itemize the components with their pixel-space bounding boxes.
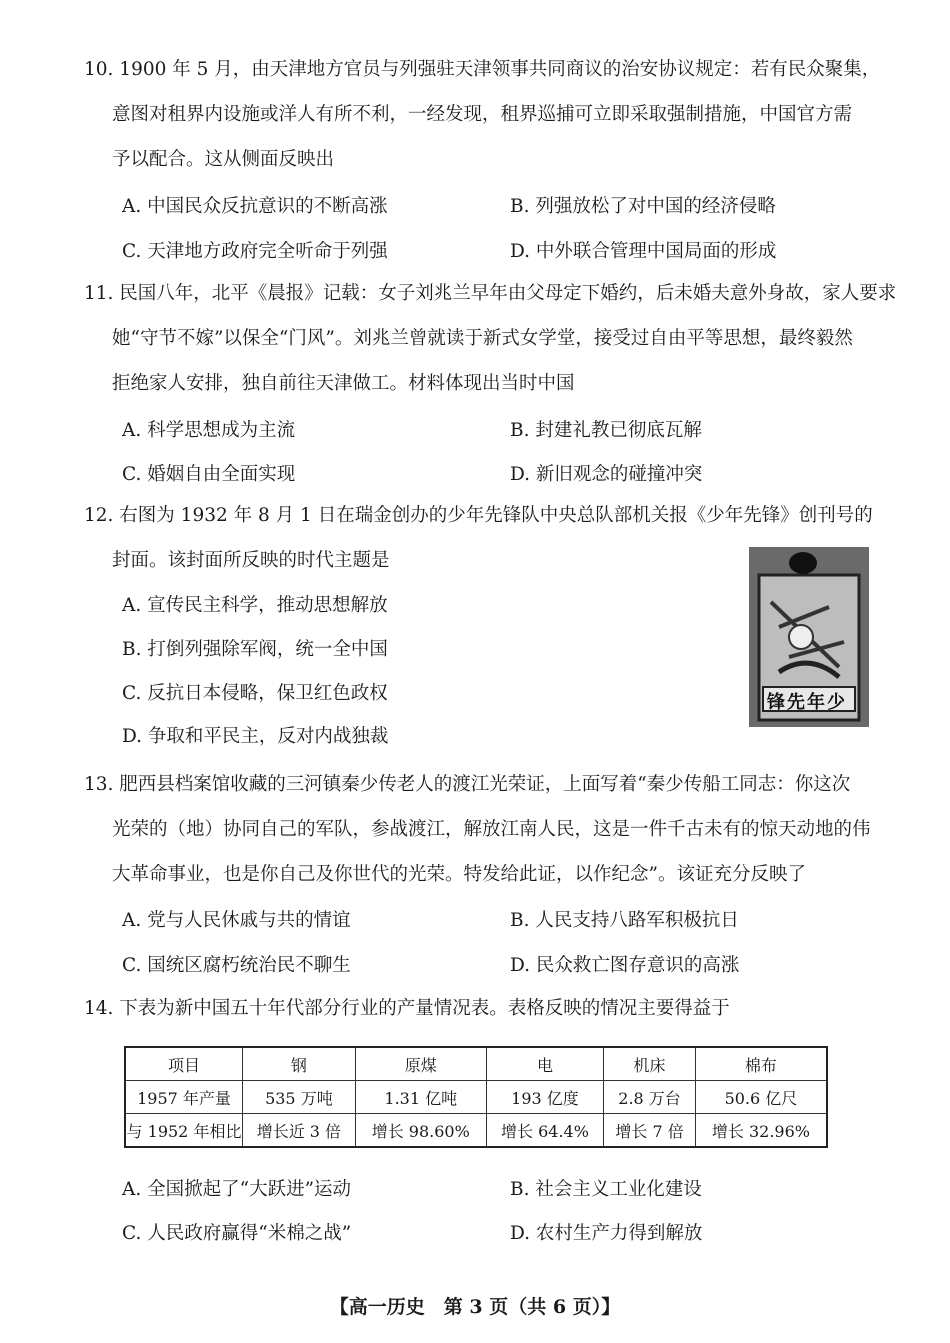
newspaper-cover-title: 锋先年少: [767, 692, 847, 713]
question-10-option-b[interactable]: B. 列强放松了对中国的经济侵略: [510, 196, 776, 217]
question-10-option-a[interactable]: A. 中国民众反抗意识的不断高涨: [122, 196, 388, 217]
table-cell: 项目: [125, 1047, 243, 1081]
question-14-option-c[interactable]: C. 人民政府赢得“米棉之战”: [122, 1223, 352, 1244]
question-13-option-d[interactable]: D. 民众救亡图存意识的高涨: [510, 955, 740, 976]
table-cell: 增长近 3 倍: [243, 1114, 356, 1148]
question-13-line-1: 13. 肥西县档案馆收藏的三河镇秦少传老人的渡江光荣证，上面写着“秦少传船工同志：你这次: [84, 774, 851, 795]
table-cell: 1.31 亿吨: [355, 1081, 486, 1114]
table-cell: 50.6 亿尺: [695, 1081, 827, 1114]
table-row: [125, 1114, 827, 1148]
question-12-line-1: 12. 右图为 1932 年 8 月 1 日在瑞金创办的少年先锋队中央总队部机关报《少年先锋》创刊号的: [84, 505, 873, 526]
question-11-option-a[interactable]: A. 科学思想成为主流: [122, 420, 296, 441]
question-13-line-2: 光荣的（地）协同自己的军队，参战渡江，解放江南人民，这是一件千古未有的惊天动地的伟: [112, 819, 871, 840]
table-cell: 增长 32.96%: [695, 1114, 827, 1148]
table-cell: 机床: [604, 1047, 696, 1081]
question-12-option-d[interactable]: D. 争取和平民主，反对内战独裁: [122, 726, 389, 747]
question-12-option-a[interactable]: A. 宣传民主科学，推动思想解放: [122, 595, 388, 616]
question-10-line-1: 10. 1900 年 5 月，由天津地方官员与列强驻天津领事共同商议的治安协议规定：若有民众聚集，: [84, 59, 881, 80]
question-13-line-3: 大革命事业，也是你自己及你世代的光荣。特发给此证，以作纪念”。该证充分反映了: [112, 864, 806, 885]
newspaper-cover-image: [749, 547, 869, 727]
table-cell: 增长 7 倍: [604, 1114, 696, 1148]
question-14: [84, 986, 874, 1031]
table-cell: 2.8 万台: [604, 1081, 696, 1114]
question-13-option-a[interactable]: A. 党与人民休戚与共的情谊: [122, 910, 351, 931]
question-13: [84, 762, 874, 897]
table-cell: 棉布: [695, 1047, 827, 1081]
table-cell: 1957 年产量: [125, 1081, 243, 1114]
question-12-option-b[interactable]: B. 打倒列强除军阀，统一全中国: [122, 639, 388, 660]
table-cell: 与 1952 年相比: [125, 1114, 243, 1148]
question-11-option-d[interactable]: D. 新旧观念的碰撞冲突: [510, 464, 703, 485]
question-10-option-d[interactable]: D. 中外联合管理中国局面的形成: [510, 241, 777, 262]
page-footer: 【高一历史 第 3 页（共 6 页）】: [329, 1296, 621, 1318]
question-10: [84, 47, 881, 182]
table-header-row: [125, 1047, 827, 1081]
question-13-option-c[interactable]: C. 国统区腐朽统治民不聊生: [122, 955, 351, 976]
question-13-option-b[interactable]: B. 人民支持八路军积极抗日: [510, 910, 739, 931]
question-12-option-c[interactable]: C. 反抗日本侵略，保卫红色政权: [122, 683, 388, 704]
table-cell: 535 万吨: [243, 1081, 356, 1114]
question-10-option-c[interactable]: C. 天津地方政府完全听命于列强: [122, 241, 388, 262]
question-11-line-1: 11. 民国八年，北平《晨报》记载：女子刘兆兰早年由父母定下婚约，后未婚夫意外身故，家人要求: [84, 283, 897, 304]
table-cell: 原煤: [355, 1047, 486, 1081]
question-10-line-2: 意图对租界内设施或洋人有所不利，一经发现，租界巡捕可立即采取强制措施，中国官方需: [112, 104, 853, 125]
question-14-line-1: 14. 下表为新中国五十年代部分行业的产量情况表。表格反映的情况主要得益于: [84, 998, 730, 1019]
question-11: [84, 271, 897, 406]
question-14-option-a[interactable]: A. 全国掀起了“大跃进”运动: [122, 1179, 352, 1200]
question-10-line-3: 予以配合。这从侧面反映出: [112, 149, 335, 170]
question-14-option-b[interactable]: B. 社会主义工业化建设: [510, 1179, 702, 1200]
table-cell: 193 亿度: [486, 1081, 603, 1114]
question-11-option-c[interactable]: C. 婚姻自由全面实现: [122, 464, 296, 485]
question-12-line-2: 封面。该封面所反映的时代主题是: [112, 550, 390, 571]
table-row: [125, 1081, 827, 1114]
table-cell: 电: [486, 1047, 603, 1081]
table-cell: 增长 98.60%: [355, 1114, 486, 1148]
question-14-option-d[interactable]: D. 农村生产力得到解放: [510, 1223, 703, 1244]
table-cell: 增长 64.4%: [486, 1114, 603, 1148]
production-table: [124, 1046, 828, 1148]
question-11-option-b[interactable]: B. 封建礼教已彻底瓦解: [510, 420, 702, 441]
question-11-line-3: 拒绝家人安排，独自前往天津做工。材料体现出当时中国: [112, 373, 575, 394]
question-11-line-2: 她“守节不嫁”以保全“门风”。刘兆兰曾就读于新式女学堂，接受过自由平等思想，最终毅然: [112, 328, 853, 349]
table-cell: 钢: [243, 1047, 356, 1081]
